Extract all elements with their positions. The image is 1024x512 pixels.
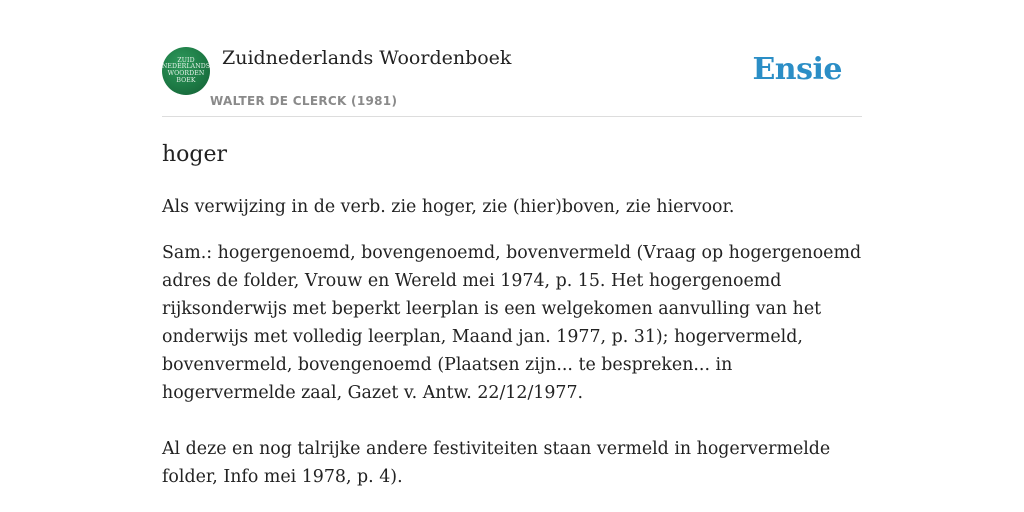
dictionary-title[interactable]: Zuidnederlands Woordenboek xyxy=(222,47,512,69)
definition-paragraph: Al deze en nog talrijke andere festiviteiten staan vermeld in hogervermelde folder, Info mei 1978, p. 4). xyxy=(162,439,831,487)
logo-line: WOORDEN xyxy=(167,70,205,77)
dictionary-author: WALTER DE CLERCK (1981) xyxy=(210,94,398,108)
ensie-logo[interactable]: Ensie xyxy=(752,52,842,87)
entry-card xyxy=(162,0,862,512)
dictionary-logo[interactable] xyxy=(162,47,210,95)
logo-line: BOEK xyxy=(176,76,196,84)
dictionary-header xyxy=(162,0,862,117)
headword: hoger xyxy=(162,142,228,167)
definition-paragraph: Als verwijzing in de verb. zie hoger, zie (hier)boven, zie hiervoor. xyxy=(162,197,735,217)
definition-paragraph: Sam.: hogergenoemd, bovengenoemd, bovenvermeld (Vraag op hogergenoemd adres de folder, Vrouw en Wereld mei 1974, p. 15. Het hogergenoemd rijksonderwijs met beperkt leerplan is een welgekomen aanvulling van het onderwijs met volledig leerplan, Maand jan. 1977, p. 31); hogervermeld, bovenvermeld, bovengenoemd (Plaatsen zijn... te bespreken... in hogervermelde zaal, Gazet v. Antw. 22/12/1977. xyxy=(162,243,862,403)
logo-line: NEDERLANDS xyxy=(162,63,210,71)
logo-line: ZUID xyxy=(177,56,195,64)
